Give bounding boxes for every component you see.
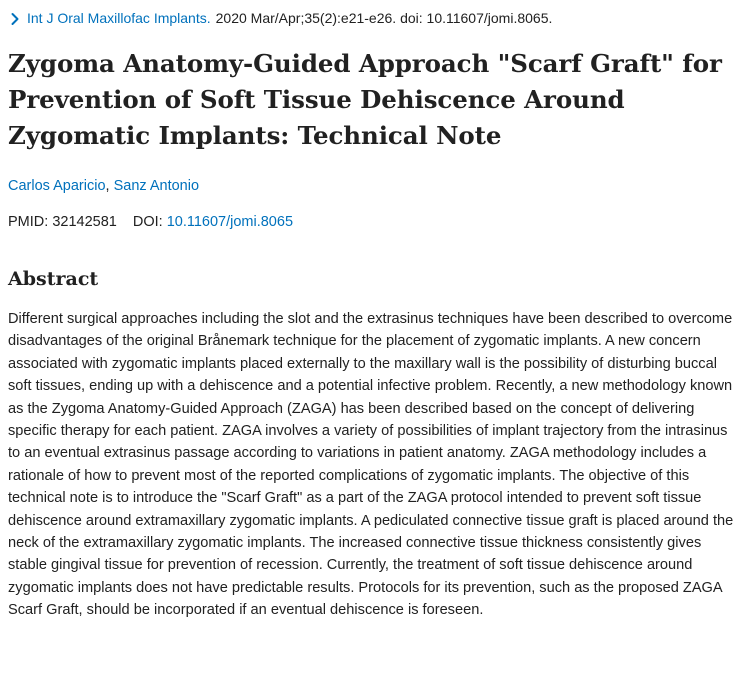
article-identifiers [8, 212, 293, 232]
doi-link[interactable]: 10.11607/jomi.8065 [166, 214, 294, 230]
pmid-label: PMID: [8, 214, 49, 230]
doi-label: DOI: [132, 214, 163, 230]
abstract-heading: Abstract [8, 268, 99, 290]
article-title: Zygoma Anatomy-Guided Approach "Scarf Graft" for Prevention of Soft Tissue Dehiscence Around Zygomatic Implants: Technical Note [8, 49, 722, 150]
journal-link[interactable]: Int J Oral Maxillofac Implants. [27, 10, 211, 26]
author-separator: , [105, 178, 110, 194]
author-link[interactable]: Sanz Antonio [113, 178, 200, 194]
author-link[interactable]: Carlos Aparicio [8, 178, 106, 194]
chevron-right-icon[interactable] [8, 11, 22, 25]
pmid-value: 32142581 [52, 214, 117, 230]
citation-line [8, 8, 552, 28]
author-list [8, 176, 199, 196]
citation-details: 2020 Mar/Apr;35(2):e21-e26. doi: 10.11607/jomi.8065. [215, 10, 553, 26]
abstract-text: Different surgical approaches including the slot and the extrasinus techniques have been described to overcome disadvantages of the original Brånemark technique for the placement of zygomatic implants. A new concern associated with zygomatic implants placed externally to the maxillary wall is the possibility of disturbing buccal soft tissues, ending up with a dehiscence and a potential infective problem. Recently, a new methodology known as the Zygoma Anatomy-Guided Approach (ZAGA) has been described based on the concept of delivering specific therapy for each patient. ZAGA involves a variety of possibilities of implant trajectory from the intrasinus to an eventual extrasinus passage according to variations in patient anatomy. ZAGA methodology includes a rationale of how to prevent most of the reported complications of zygomatic implants. The objective of this technical note is to introduce the "Scarf Graft" as a part of the ZAGA protocol intended to prevent soft tissue dehiscence around extramaxillary zygomatic implants. A pediculated connective tissue graft is placed around the neck of the extramaxillary zygomatic implants. The increased connective tissue thickness consistently gives stable gingival tissue for prevention of recession. Currently, the treatment of soft tissue dehiscence around zygomatic implants does not have predictable results. Protocols for its prevention, such as the proposed ZAGA Scarf Graft, should be incorporated if an eventual dehiscence is foreseen. [8, 311, 734, 619]
